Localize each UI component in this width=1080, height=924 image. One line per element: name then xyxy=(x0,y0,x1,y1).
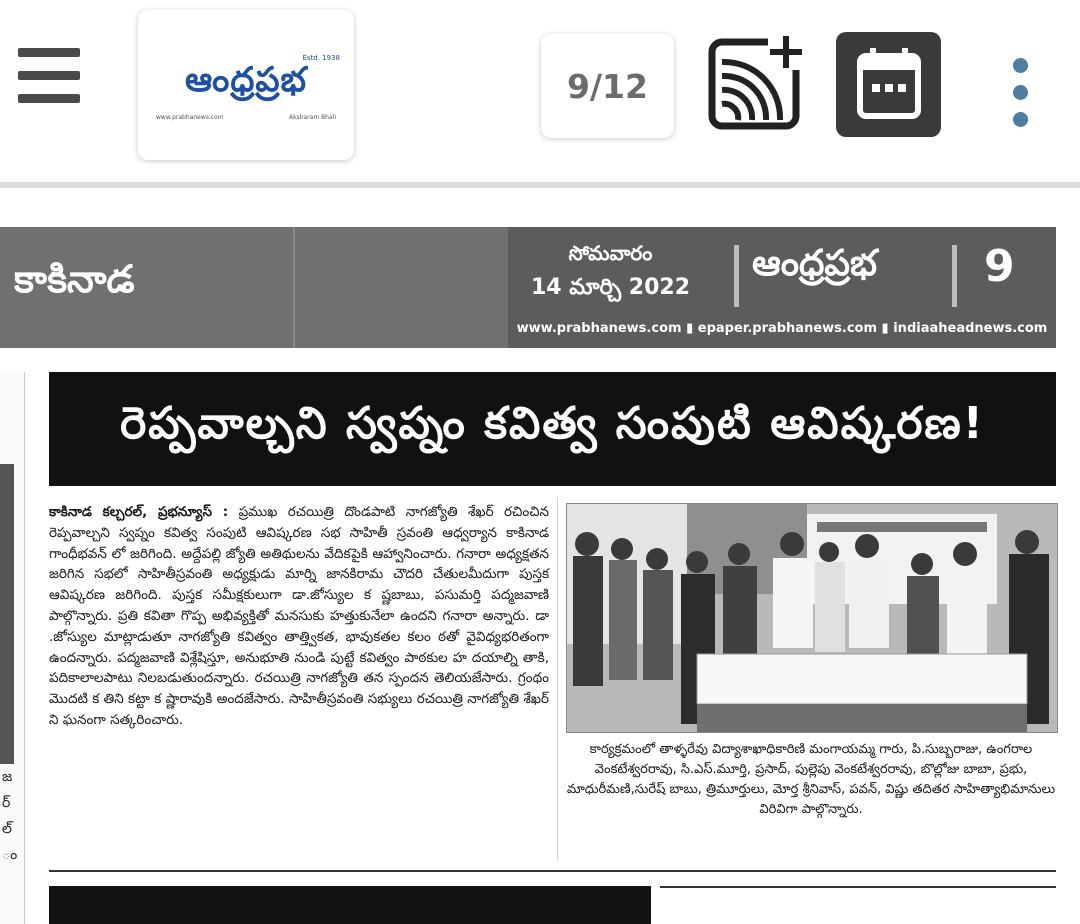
menu-icon[interactable] xyxy=(18,48,80,104)
masthead-logo: ఆంధ్రప్రభ xyxy=(752,243,877,284)
adjacent-char: ర్ xyxy=(2,795,11,811)
app-bar-divider xyxy=(0,182,1080,188)
logo-est: Estd. 1938 xyxy=(302,54,340,62)
app-bar xyxy=(0,0,1080,182)
masthead xyxy=(0,227,1056,348)
masthead-page-number: 9 xyxy=(984,241,1015,292)
adjacent-char: ల్ xyxy=(2,821,12,837)
masthead-links: www.prabhanews.com ▮ epaper.prabhanews.com ▮ indiaaheadnews.com xyxy=(516,321,1048,336)
masthead-info xyxy=(508,227,1056,348)
adjacent-photo-edge xyxy=(0,464,14,764)
masthead-divider xyxy=(952,245,957,307)
next-article-rule xyxy=(660,886,1056,888)
article-dateline: కాకినాడ కల్చరల్, ప్రభన్యూస్ : xyxy=(49,504,229,520)
masthead-divider xyxy=(734,245,739,307)
epaper-page[interactable] xyxy=(0,200,1080,924)
adjacent-text-edge xyxy=(2,764,22,868)
masthead-city: కాకినాడ xyxy=(14,257,135,301)
masthead-day: సోమవారం xyxy=(568,241,653,265)
logo-sub-right: Aksharam Bhali xyxy=(288,114,336,121)
logo: ఆంధ్రప్రభ xyxy=(184,60,308,100)
article-photo xyxy=(566,503,1058,733)
adjacent-char: జ xyxy=(2,769,13,785)
article-bottom-rule xyxy=(49,870,1056,872)
logo-card[interactable] xyxy=(138,10,354,160)
article-text: ప్రముఖ రచయిత్రి దొండపాటి నాగజ్యోతి శేఖర్ రచించిన రెప్పవాల్చని స్వప్నం కవిత్వ సంపుటి ఆవిష్కరణ సభ సాహితీ స్రవంతి ఆధ్వర్యాన కాకినాడ గాంధీభవన్ లో జరిగింది. అద్దేపల్లి జ్యోతి అతిథులను వేదికపైకి ఆహ్వానించారు. గనారా అధ్యక్షతన జరిగిన సభలో సాహితీస్రవంతి అధ్యక్షుడు మార్ని జానకిరామ చౌదరి చేతులమీదుగా పుస్తక ఆవిష్కరణ జరిగింది. పుస్తక సమీక్షకులుగా డా.జోస్యుల క ష్ణబాబు, పసుమర్తి పద్మజవాణి పాల్గొన్నారు. ప్రతి కవితా గొప్ప అభివ్యక్తితో మనసుకు హత్తుకునేలా ఉందని గనారా అన్నారు. డా .జోస్యుల మాట్లాడుతూ నాగజ్యోతి కవిత్వం తాత్త్వికత, భావుకతల కలం ఠతో వైవిధ్యభరితంగా ఉందన్నారు. పద్మజవాణి విశ్లేషిస్తూ, అనుభూతి నుండి పుట్టే కవిత్వం పాఠకుల హ దయాల్ని తాకి, పదికాలాలపాటు నిలబడుతుందన్నారు. రచయిత్రి నాగజ్యోతి తన స్పందన తెలియజేసారు. గ్రంథం మొదటి క తిని కట్టా క ష్ణారావుకి అందజేసారు. సాహితీస్రవంతి సభ్యులు రచయిత్రి నాగజ్యోతి శేఖర్ ని ఘనంగా సత్కరించారు. xyxy=(49,504,549,728)
photo-caption: కార్యక్రమంలో తాళ్ళరేవు విద్యాశాఖాధికారిణి మంగాయమ్మ గారు, పి.సుబ్బరాజు, ఉంగరాల వెంకటేశ్వరరావు, సి.ఎస్.మూర్తి, ప్రసాద్, పుల్లెపు వెంకటేశ్వరరావు, బొల్లోజు బాబా, ప్రభు, మాధురీమణి,సురేష్ బాబు, త్రిమూర్తులు, మోర్త శ్రీనివాస్, పవన్, విష్ణు తదితర సాహిత్యాభిమానులు విరివిగా పాల్గొన్నారు. xyxy=(566,742,1056,817)
masthead-separator xyxy=(293,227,295,348)
calendar-icon[interactable] xyxy=(836,32,941,137)
adjacent-char: ం xyxy=(2,847,18,863)
page-indicator[interactable]: 9/12 xyxy=(541,34,674,138)
adjacent-article-edge xyxy=(0,372,25,924)
logo-sub-left: www.prabhanews.com xyxy=(156,114,224,121)
column-divider xyxy=(557,498,558,860)
article-headline xyxy=(49,372,1056,486)
more-vertical-icon[interactable] xyxy=(1006,58,1036,130)
masthead-date: 14 మార్చి 2022 xyxy=(530,275,691,300)
next-article-header-edge xyxy=(49,886,651,924)
headline-text: రెప్పవాల్చని స్వప్నం కవిత్వ సంపుటి ఆవిష్కరణ! xyxy=(120,398,985,449)
rss-add-icon[interactable] xyxy=(708,34,804,130)
article-body xyxy=(49,502,549,731)
